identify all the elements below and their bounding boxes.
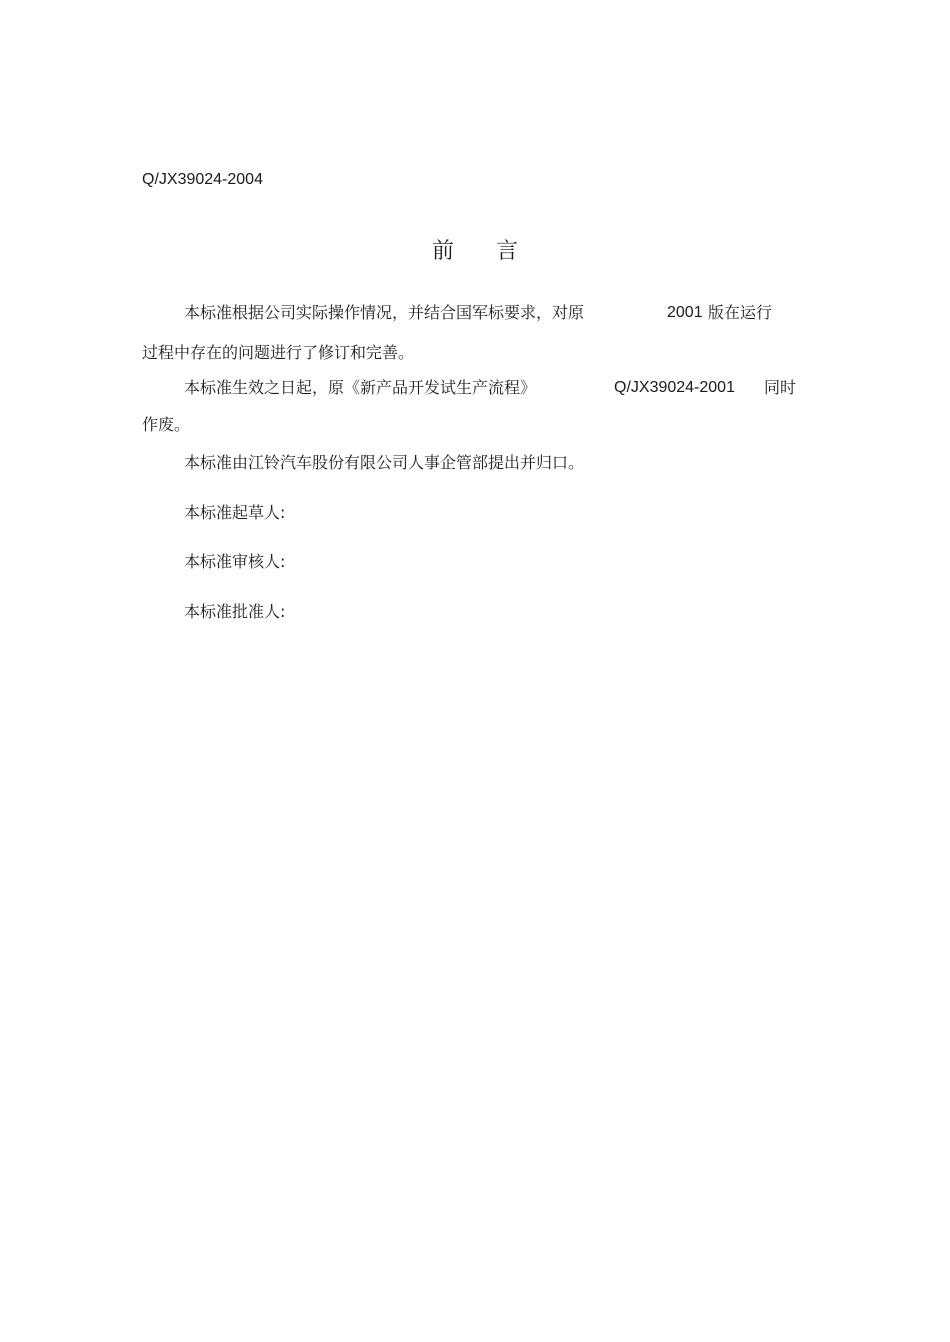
- paragraph-2-code: Q/JX39024-2001: [614, 379, 735, 396]
- title-char-1: 前: [431, 239, 454, 264]
- drafter-label: 本标准起草人:: [184, 503, 286, 522]
- paragraph-2-line-1a: 本标准生效之日起，原《新产品开发试生产流程》: [184, 378, 537, 397]
- title-char-2: 言: [496, 239, 519, 264]
- paragraph-2-line-2: 作废。: [142, 415, 191, 434]
- document-code: Q/JX39024-2004: [142, 171, 263, 188]
- reviewer-label: 本标准审核人:: [184, 552, 286, 571]
- page-title: [0, 238, 950, 266]
- paragraph-3: 本标准由江铃汽车股份有限公司人事企管部提出并归口。: [184, 453, 585, 472]
- approver-label: 本标准批准人:: [184, 602, 286, 621]
- paragraph-1-year: 2001: [667, 304, 703, 321]
- paragraph-1-line-2: 过程中存在的问题进行了修订和完善。: [142, 343, 415, 362]
- paragraph-2-line-1b: 同时: [764, 378, 797, 397]
- paragraph-1-line-1b: 版在运行: [708, 303, 773, 322]
- paragraph-1-line-1a: 本标准根据公司实际操作情况，并结合国军标要求，对原: [184, 303, 585, 322]
